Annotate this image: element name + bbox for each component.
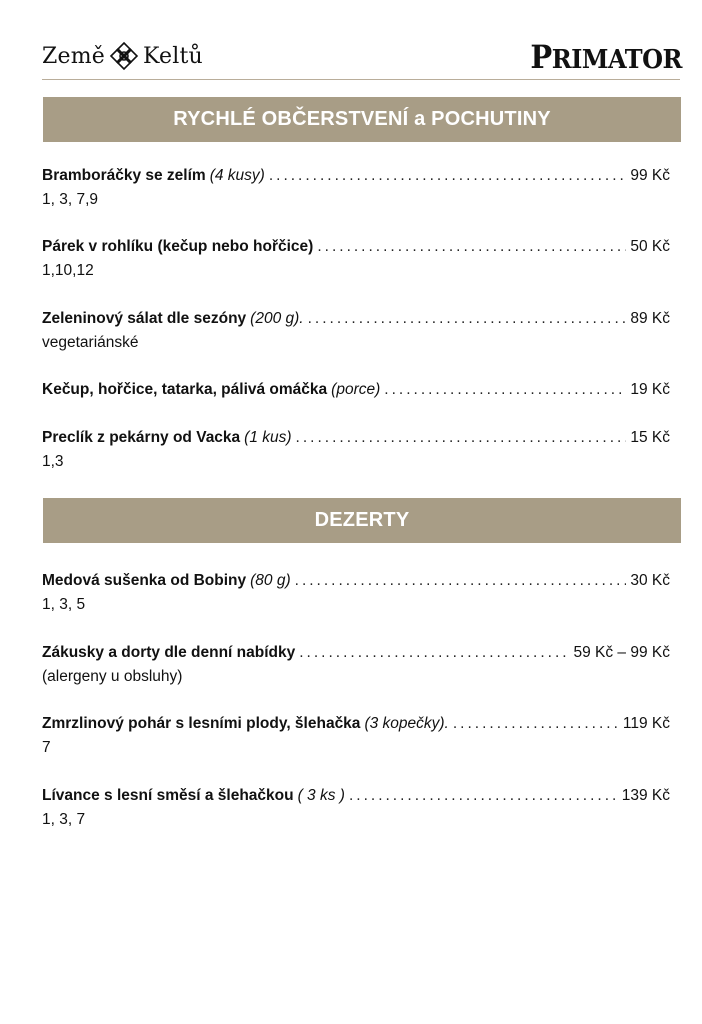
leader-dots [296, 426, 627, 450]
item-allergens: 1,3 [42, 453, 64, 470]
item-allergens: 1,10,12 [42, 262, 94, 279]
item-name: Kečup, hořčice, tatarka, pálivá omáčka [42, 381, 328, 398]
menu-item [42, 712, 670, 760]
item-note: (200 g). [250, 310, 304, 327]
primator-logo [530, 38, 682, 75]
menu-item [42, 164, 670, 212]
menu-item [42, 378, 670, 402]
leader-dots [384, 378, 626, 402]
item-name: Bramboráčky se zelím [42, 167, 206, 184]
section-title-snacks: RYCHLÉ OBČERSTVENÍ a POCHUTINY [43, 97, 681, 142]
item-note: (1 kus) [244, 429, 292, 446]
item-name: Preclík z pekárny od Vacka [42, 429, 241, 446]
item-price: 119 Kč [622, 715, 670, 732]
item-note: ( 3 ks ) [297, 787, 345, 804]
item-price: 15 Kč [630, 429, 670, 446]
item-allergens: (alergeny u obsluhy) [42, 668, 183, 685]
menu-item [42, 641, 670, 689]
item-price: 59 Kč – 99 Kč [573, 644, 670, 661]
item-note: (3 kopečky). [364, 715, 449, 732]
item-note: (4 kusy) [209, 167, 265, 184]
item-allergens: vegetariánské [42, 334, 139, 351]
menu-item [42, 307, 670, 355]
menu-item [42, 784, 670, 832]
primator-logo-rest: RIMATOR [551, 42, 682, 75]
item-name: Medová sušenka od Bobiny [42, 572, 247, 589]
leader-dots [269, 164, 627, 188]
menu-item [42, 426, 670, 474]
item-price: 19 Kč [630, 381, 670, 398]
leader-dots [317, 235, 626, 259]
leader-dots [349, 784, 618, 808]
item-price: 50 Kč [630, 238, 670, 255]
celtic-knot-icon [109, 41, 139, 71]
item-name: Zeleninový sálat dle sezóny [42, 310, 247, 327]
item-price: 30 Kč [630, 572, 670, 589]
item-allergens: 1, 3, 7 [42, 811, 86, 828]
leader-dots [308, 307, 627, 331]
item-allergens: 7 [42, 739, 51, 756]
leader-dots [453, 712, 619, 736]
primator-logo-initial: P [530, 38, 552, 76]
header-divider [42, 79, 680, 80]
item-name: Lívance s lesní směsí a šlehačkou [42, 787, 294, 804]
item-price: 99 Kč [630, 167, 670, 184]
item-name: Zákusky a dorty dle denní nabídky [42, 644, 296, 661]
item-note: (80 g) [250, 572, 291, 589]
header [42, 36, 682, 76]
item-price: 89 Kč [630, 310, 670, 327]
item-note: (porce) [331, 381, 381, 398]
item-name: Párek v rohlíku (kečup nebo hořčice) [42, 238, 314, 255]
logo-word-zeme: Země [42, 43, 105, 69]
item-allergens: 1, 3, 7,9 [42, 191, 99, 208]
logo-word-keltu: Keltů [143, 43, 203, 69]
section-title-desserts: DEZERTY [43, 498, 681, 543]
leader-dots [295, 569, 627, 593]
menu-item [42, 235, 670, 283]
item-price: 139 Kč [621, 787, 670, 804]
item-name: Zmrzlinový pohár s lesními plody, šlehačka [42, 715, 361, 732]
item-allergens: 1, 3, 5 [42, 596, 86, 613]
zeme-keltu-logo [42, 36, 203, 76]
leader-dots [299, 641, 569, 665]
menu-item [42, 569, 670, 617]
